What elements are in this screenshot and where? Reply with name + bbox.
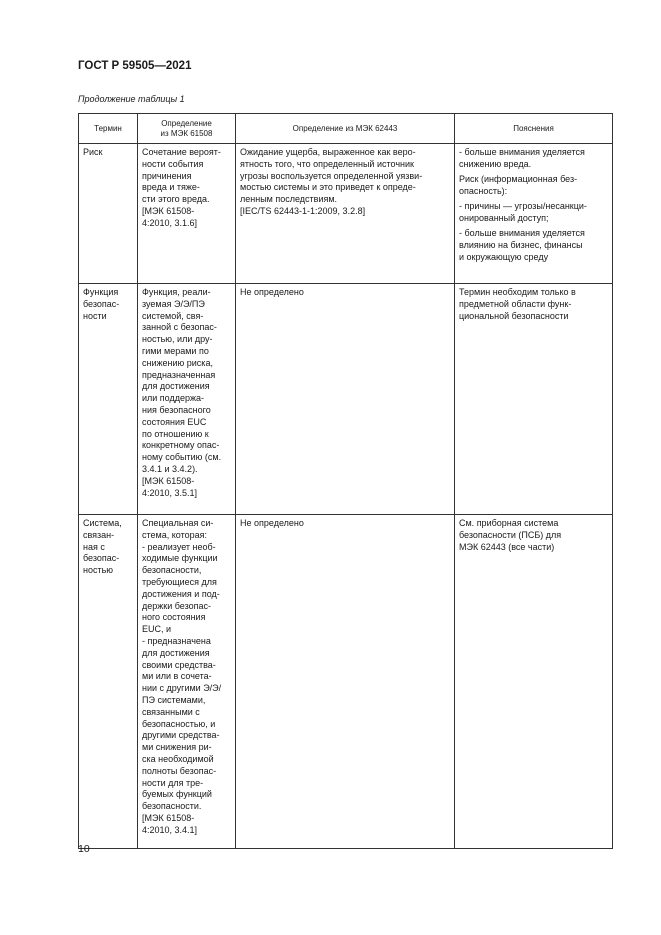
text-line: EUC, и — [142, 624, 172, 635]
text-line: связанными с — [142, 706, 200, 717]
text-line: зуемая Э/Э/ПЭ — [142, 298, 205, 309]
text-line: ПЭ системами, — [142, 694, 206, 705]
text-line: ностью — [83, 565, 114, 576]
note-paragraph — [459, 228, 608, 263]
text-line: онированный доступ; — [459, 212, 549, 223]
text-line: гими мерами по — [142, 345, 209, 356]
text-line: Определение — [161, 119, 212, 128]
text-line: - реализует необ- — [142, 541, 216, 552]
text-line: ми снижения ри- — [142, 742, 212, 753]
cell-def-iec62443 — [236, 515, 455, 849]
text-line: полноты безопас- — [142, 765, 217, 776]
text-line: ска необходимой — [142, 753, 214, 764]
text-line: - предназначена — [142, 635, 211, 646]
text-line: безопас- — [83, 298, 120, 309]
header-term — [79, 114, 138, 144]
cell-def-iec62443 — [236, 284, 455, 515]
text-line: [IEC/TS 62443-1-1:2009, 3.2.8] — [240, 205, 366, 216]
cell-def-iec61508 — [138, 284, 236, 515]
text-line: снижению риска, — [142, 357, 213, 368]
table-row — [79, 284, 613, 515]
text-line: МЭК 62443 (все части) — [459, 541, 555, 552]
text-line: предназначенная — [142, 369, 216, 380]
text-line: - причины — угрозы/несанкци- — [459, 201, 587, 212]
text-line: стема, которая: — [142, 529, 207, 540]
text-line: ности — [83, 310, 107, 321]
text-line: [МЭК 61508- — [142, 812, 195, 823]
note-paragraph — [459, 147, 608, 171]
text-line: или поддержа- — [142, 393, 205, 404]
text-line: для достижения — [142, 381, 210, 392]
text-line: ятность того, что определенный источник — [240, 158, 414, 169]
table-row — [79, 515, 613, 849]
text-line: требующиеся для — [142, 576, 217, 587]
text-line: своими средства- — [142, 659, 216, 670]
text-line: Определение из МЭК 62443 — [292, 123, 398, 133]
text-line: Функция — [83, 287, 119, 297]
text-line: безопасности. — [142, 801, 202, 812]
text-line: системой, свя- — [142, 310, 204, 321]
text-line: 4:2010, 3.4.1] — [142, 824, 198, 835]
text-line: Специальная си- — [142, 518, 214, 528]
text-line: опасность): — [459, 185, 508, 196]
text-line: для достижения — [142, 647, 210, 658]
note-paragraph — [459, 174, 608, 198]
definitions-table — [78, 113, 613, 849]
text-line: состояния EUC — [142, 416, 207, 427]
text-line: Система, — [83, 518, 122, 528]
note-paragraph — [459, 518, 608, 553]
text-line: достижения и под- — [142, 588, 220, 599]
text-line: держки безопас- — [142, 600, 212, 611]
text-line: ная с — [83, 541, 105, 552]
text-line: ностью, или дру- — [142, 334, 213, 345]
text-line: ния безопасного — [142, 404, 211, 415]
text-line: 3.4.1 и 3.4.2). — [142, 463, 198, 474]
text-line: Пояснения — [513, 123, 554, 133]
cell-term — [79, 284, 138, 515]
text-line: ному событию (см. — [142, 452, 222, 463]
text-line: мостью системы и это приведет к опреде- — [240, 182, 416, 193]
cell-def-iec61508 — [138, 144, 236, 284]
text-line: Термин необходим только в — [459, 287, 576, 297]
note-paragraph — [459, 201, 608, 225]
text-line: [МЭК 61508- — [142, 475, 195, 486]
table-row — [79, 144, 613, 284]
text-line: ми или в сочета- — [142, 671, 212, 682]
text-line: конкретному опас- — [142, 440, 220, 451]
text-line: другими средства- — [142, 730, 220, 741]
text-line: буемых функций — [142, 789, 212, 800]
text-line: предметной области функ- — [459, 298, 572, 309]
text-line: безопасностью, и — [142, 718, 216, 729]
text-line: - больше внимания уделяется — [459, 147, 585, 157]
text-line: ленным последствиям. — [240, 194, 338, 205]
text-line: 4:2010, 3.5.1] — [142, 487, 198, 498]
header-notes — [455, 114, 613, 144]
text-line: Риск — [83, 147, 103, 157]
text-line: Термин — [94, 123, 122, 133]
text-line: ного состояния — [142, 612, 206, 623]
text-line: ходимые функции — [142, 553, 218, 564]
text-line: См. приборная система — [459, 518, 559, 528]
text-line: - больше внимания уделяется — [459, 228, 585, 239]
text-line: безопасности (ПСБ) для — [459, 529, 562, 540]
cell-notes — [455, 144, 613, 284]
text-line: ности события — [142, 158, 204, 169]
cell-term — [79, 515, 138, 849]
header-def-iec62443 — [236, 114, 455, 144]
text-line: Ожидание ущерба, выраженное как веро- — [240, 147, 416, 157]
text-line: ности для тре- — [142, 777, 204, 788]
text-line: и окружающую среду — [459, 251, 549, 262]
cell-def-iec62443 — [236, 144, 455, 284]
text-line: циональной безопасности — [459, 310, 569, 321]
text-line: 4:2010, 3.1.6] — [142, 217, 198, 228]
text-line: [МЭК 61508- — [142, 205, 195, 216]
header-def-iec61508 — [138, 114, 236, 144]
text-line: безопас- — [83, 553, 120, 564]
cell-notes — [455, 284, 613, 515]
cell-def-iec61508 — [138, 515, 236, 849]
table-caption: Продолжение таблицы 1 — [78, 94, 185, 104]
text-line: по отношению к — [142, 428, 209, 439]
note-paragraph — [459, 287, 608, 322]
table-header-row — [79, 114, 613, 144]
text-line: Функция, реали- — [142, 287, 211, 297]
text-line: Не определено — [240, 287, 304, 297]
text-line: занной с безопас- — [142, 322, 217, 333]
page-number: 10 — [78, 843, 90, 855]
text-line: снижению вреда. — [459, 158, 532, 169]
cell-notes — [455, 515, 613, 849]
text-line: Риск (информационная без- — [459, 174, 578, 185]
text-line: вреда и тяже- — [142, 182, 200, 193]
text-line: сти этого вреда. — [142, 194, 210, 205]
cell-term — [79, 144, 138, 284]
text-line: нии с другими Э/Э/ — [142, 683, 222, 694]
text-line: влиянию на бизнес, финансы — [459, 240, 583, 251]
text-line: причинения — [142, 170, 192, 181]
text-line: Сочетание вероят- — [142, 147, 221, 157]
text-line: угрозы воспользуется определенной уязви- — [240, 170, 423, 181]
text-line: безопасности, — [142, 565, 202, 576]
text-line: из МЭК 61508 — [160, 128, 213, 138]
document-header: ГОСТ Р 59505—2021 — [78, 60, 192, 72]
text-line: связан- — [83, 529, 115, 540]
text-line: Не определено — [240, 518, 304, 528]
